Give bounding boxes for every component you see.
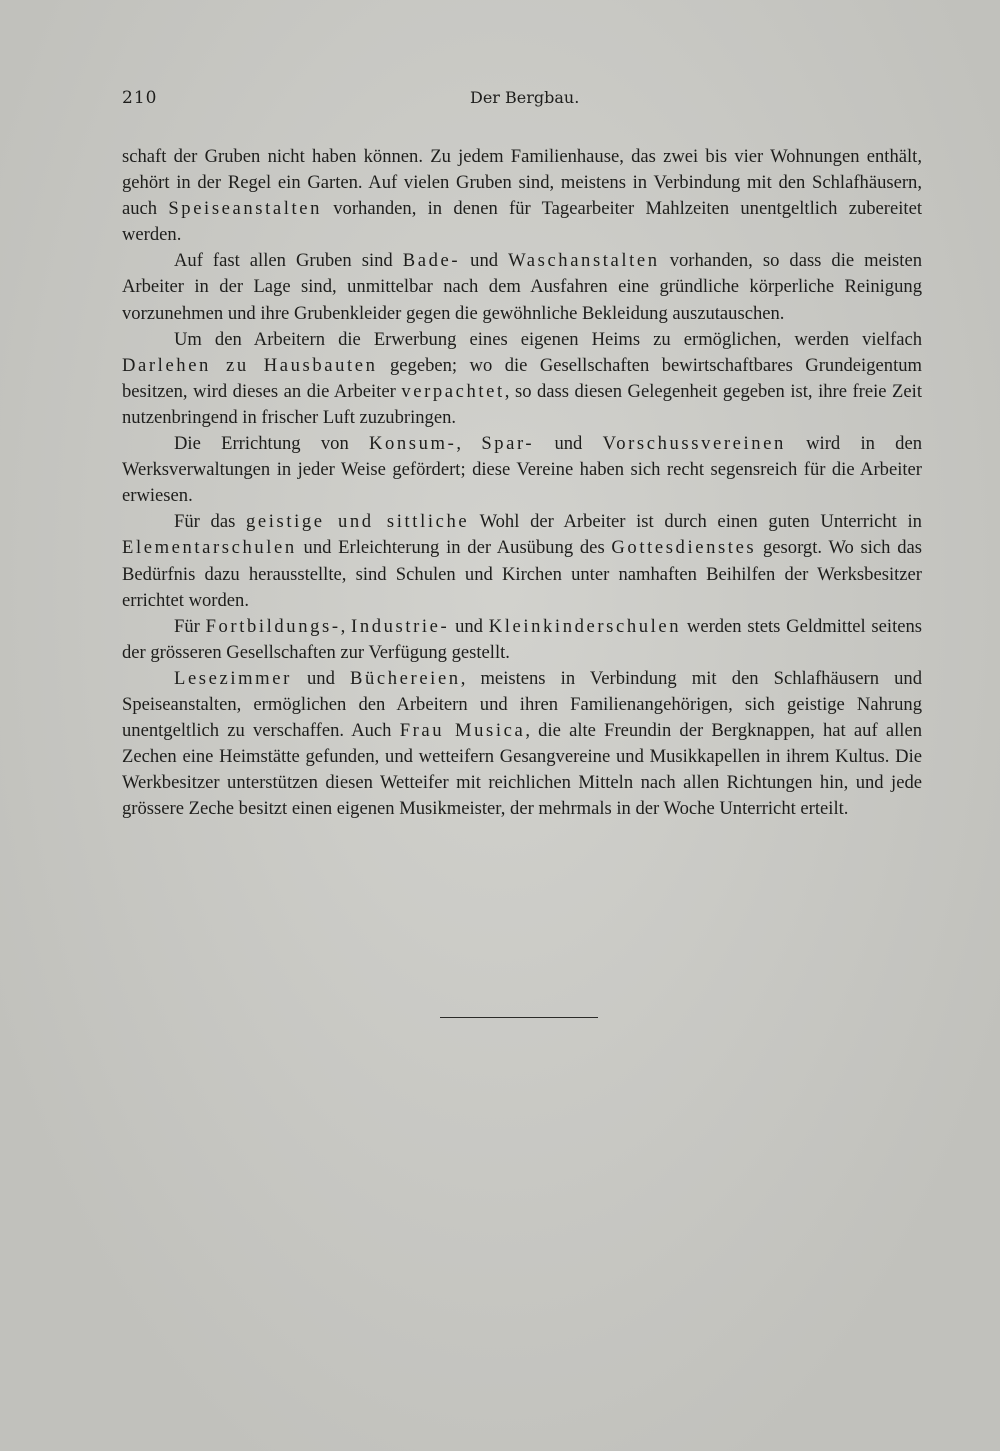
paragraph bbox=[122, 144, 922, 248]
text-run: gesorgt. Wo sich das Bedürfnis dazu herausstellte, sind Schulen und Kirchen unter namhaften Beihilfen der Werksbesitzer errichtet worden. bbox=[122, 537, 922, 611]
text-run: werden stets Geldmittel seitens der grösseren Gesellschaften zur Verfügung gestellt. bbox=[122, 615, 923, 663]
text-run: wird in den Werksverwaltungen in jeder Weise gefördert; diese Vereine haben sich recht segensreich für die Arbeiter erwiesen. bbox=[122, 433, 923, 507]
emphasized-text: Waschanstalten bbox=[508, 250, 660, 272]
text-run: , so dass diesen Gelegenheit gegeben ist, ihre freie Zeit nutzenbringend in frischer Luft zuzubringen. bbox=[122, 380, 923, 428]
emphasized-text: Konsum- bbox=[368, 433, 457, 455]
text-run: und bbox=[449, 615, 489, 637]
paragraph bbox=[122, 431, 922, 509]
page-header bbox=[122, 88, 922, 112]
text-run: vorhanden, so dass die meisten Arbeiter in der Lage sind, unmittelbar nach dem Ausfahren eine gründliche körperliche Reinigung vorzunehmen und ihre Grubenkleider gegen die gewöhnliche Bekleidung auszutauschen. bbox=[122, 250, 923, 324]
paragraph bbox=[122, 248, 922, 326]
emphasized-text: Speiseanstalten bbox=[168, 198, 322, 220]
text-run: und bbox=[460, 250, 509, 272]
emphasized-text: Gottesdienstes bbox=[611, 537, 757, 559]
text-run: , bbox=[456, 433, 482, 455]
text-run: Für das bbox=[174, 511, 247, 533]
text-run: und bbox=[534, 433, 603, 455]
emphasized-text: Vorschussvereinen bbox=[602, 433, 786, 455]
paragraph bbox=[122, 614, 922, 666]
emphasized-text: Industrie- bbox=[351, 615, 450, 637]
emphasized-text: verpachtet bbox=[401, 380, 505, 402]
text-run: , meistens in Verbindung mit den Schlafhäusern und Speiseanstalten, ermöglichen den Arbeitern und ihren Familienangehörigen, sich geistige Nahrung unentgeltlich zu verschaffen. Auch bbox=[122, 667, 923, 742]
emphasized-text: Darlehen zu Hausbauten bbox=[122, 354, 378, 376]
paragraph bbox=[122, 509, 922, 613]
text-run: Wohl der Arbeiter ist durch einen guten Unterricht in bbox=[469, 511, 922, 533]
emphasized-text: geistige und sittliche bbox=[246, 511, 470, 533]
emphasized-text: Büchereien bbox=[350, 667, 461, 689]
text-run: Um den Arbeitern die Erwerbung eines eigenen Heims zu ermöglichen, werden vielfach bbox=[174, 328, 922, 350]
text-run: , die alte Freundin der Bergknappen, hat auf allen Zechen eine Heimstätte gefunden, und wetteifern Gesangvereine und Musikkapellen in ihrem Kultus. Die Werkbesitzer unterstützen diesen Wetteifer mit reichlichen Mitteln nach allen Richtungen hin, und jede grössere Zeche besitzt einen eigenen Musikmeister, der mehrmals in der Woche Unterricht erteilt. bbox=[122, 720, 922, 820]
emphasized-text: Bade- bbox=[402, 250, 461, 272]
page-number: 210 bbox=[122, 88, 158, 108]
emphasized-text: Spar- bbox=[481, 433, 535, 455]
text-run: Die Errichtung von bbox=[174, 433, 369, 455]
emphasized-text: Frau Musica bbox=[399, 720, 526, 742]
text-run: vorhanden, in denen für Tagearbeiter Mahlzeiten unentgeltlich zubereitet werden. bbox=[122, 198, 923, 246]
emphasized-text: Elementarschulen bbox=[122, 537, 297, 559]
text-run: gegeben; wo die Gesellschaften bewirtschaftbares Grundeigentum besitzen, wird dieses an die Arbeiter bbox=[122, 354, 922, 402]
emphasized-text: Fortbildungs- bbox=[205, 615, 341, 637]
text-run: , bbox=[340, 615, 352, 637]
text-run: und Erleichterung in der Ausübung des bbox=[296, 537, 612, 559]
text-run: schaft der Gruben nicht haben können. Zu jedem Familienhause, das zwei bis vier Wohnungen enthält, gehört in der Regel ein Garten. Auf vielen Gruben sind, meistens in Verbindung mit den Schlafhäusern, auch bbox=[122, 146, 922, 220]
paragraph bbox=[122, 666, 922, 823]
text-run: Für bbox=[174, 615, 206, 637]
running-head: Der Bergbau. bbox=[470, 88, 580, 107]
text-run: und bbox=[291, 667, 351, 689]
text-run: Auf fast allen Gruben sind bbox=[174, 250, 403, 272]
emphasized-text: Kleinkinderschulen bbox=[488, 615, 682, 637]
end-rule bbox=[440, 1017, 598, 1018]
body-text bbox=[122, 144, 922, 822]
emphasized-text: Lesezimmer bbox=[174, 667, 292, 689]
paragraph bbox=[122, 327, 922, 431]
